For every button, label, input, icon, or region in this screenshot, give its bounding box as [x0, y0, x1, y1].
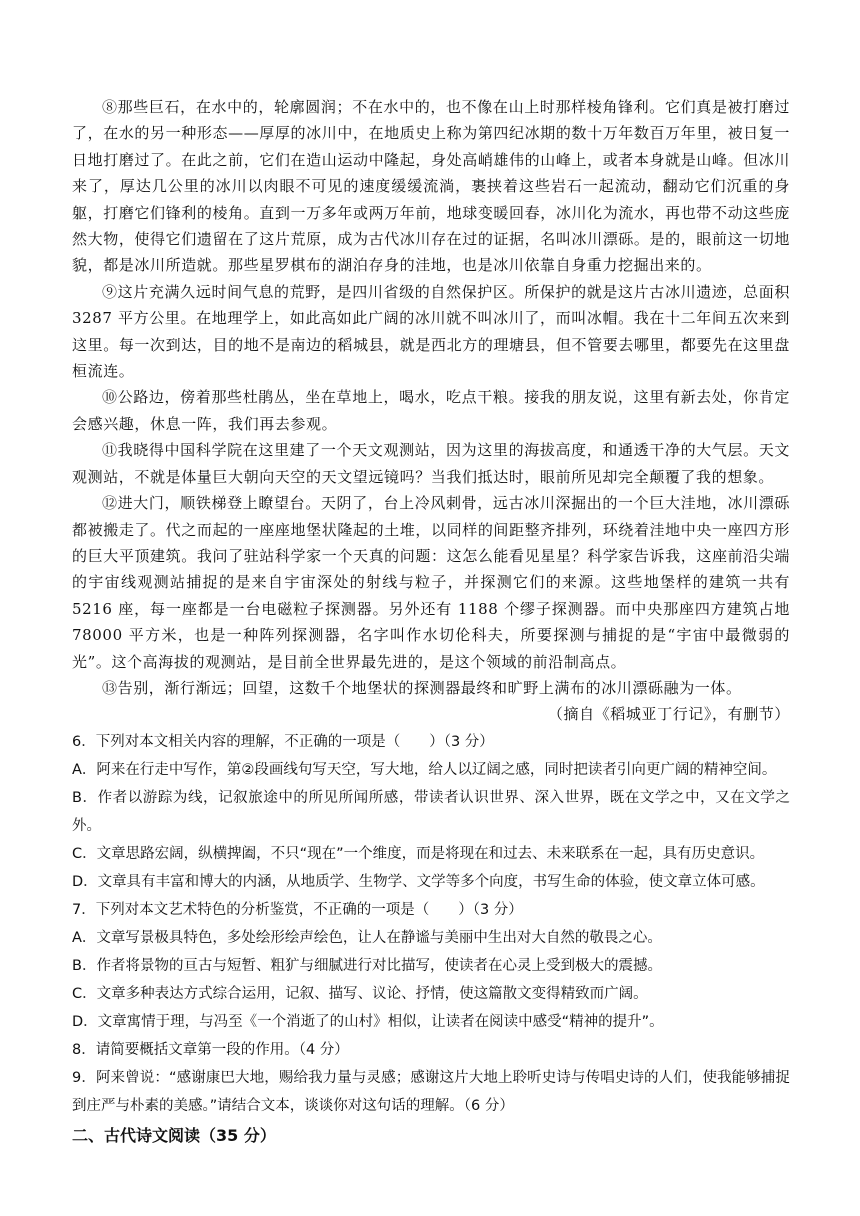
question-8: 8．请简要概括文章第一段的作用。（4 分）: [72, 1041, 349, 1058]
paragraph-8: ⑧那些巨石，在水中的，轮廓圆润；不在水中的，也不像在山上时那样棱角锋利。它们真是被打磨过了，在水的另一种形态——厚厚的冰川中，在地质史上称为第四纪冰期的数十万年数百万年里，被日复一日地打磨过了。在此之前，它们在造山运动中隆起，身处高峭雄伟的山峰上，或者本身就是山峰。但冰川来了，厚达几公里的冰川以肉眼不可见的速度缓缓流淌，裹挟着这些岩石一起流动，翻动它们沉重的身躯，打磨它们锋利的棱角。直到一万多年或两万年前，地球变暖回春，冰川化为流水，再也带不动这些庞然大物，使得它们遗留在了这片荒原，成为古代冰川存在过的证据，名叫冰川漂砾。是的，眼前这一切地貌，都是冰川所造就。那些星罗棋布的湖泊存身的洼地，也是冰川依靠自身重力挖掘出来的。: [72, 98, 790, 275]
question-6: [72, 728, 790, 896]
question-6-option-b: B．作者以游踪为线，记叙旅途中的所见所闻所感，带读者认识世界、深入世界，既在文学之中，又在文学之外。: [72, 789, 790, 834]
question-6-stem: 6．下列对本文相关内容的理解，不正确的一项是（ ）（3 分）: [72, 733, 494, 750]
source-citation: （摘自《稻城亚丁行记》，有删节）: [547, 705, 790, 724]
paragraph-11: ⑪我晓得中国科学院在这里建了一个天文观测站，因为这里的海拔高度，和通透干净的大气层。天文观测站，不就是体量巨大朝向天空的天文望远镜吗？当我们抵达时，眼前所见却完全颠覆了我的想象。: [72, 441, 790, 486]
question-6-option-a: A．阿来在行走中写作，第②段画线句写天空，写大地，给人以辽阔之感，同时把读者引向更广阔的精神空间。: [72, 761, 777, 778]
paragraph-12: ⑫进大门，顺铁梯登上瞭望台。天阴了，台上冷风刺骨，远古冰川深掘出的一个巨大洼地，冰川漂砾都被搬走了。代之而起的一座座地堡状隆起的土堆，以同样的间距整齐排列，环绕着洼地中央一座四方形的巨大平顶建筑。我问了驻站科学家一个天真的问题：这怎么能看见星星？科学家告诉我，这座前沿尖端的宇宙线观测站捕捉的是来自宇宙深处的射线与粒子，并探测它们的来源。这些地堡样的建筑一共有 5216 座，每一座都是一台电磁粒子探测器。另外还有 1188 个缪子探测器。而中央那座四方建筑占地 78000 平方米，也是一种阵列探测器，名字叫作水切伦科夫，所要探测与捕捉的是“宇宙中最微弱的光”。这个高海拔的观测站，是目前全世界最先进的，是这个领域的前沿制高点。: [72, 494, 790, 671]
question-7-option-a: A．文章写景极具特色，多处绘形绘声绘色，让人在静谧与美丽中生出对大自然的敬畏之心。: [72, 929, 662, 946]
question-6-option-c: C．文章思路宏阔，纵横捭阖，不只“现在”一个维度，而是将现在和过去、未来联系在一起，具有历史意识。: [72, 845, 765, 862]
question-9: 9．阿来曾说：“感谢康巴大地，赐给我力量与灵感；感谢这片大地上聆听史诗与传唱史诗的人们，使我能够捕捉到庄严与朴素的美感。”请结合文本，谈谈你对这句话的理解。（6 分）: [72, 1069, 790, 1114]
question-7-stem: 7．下列对本文艺术特色的分析鉴赏，不正确的一项是（ ）（3 分）: [72, 901, 523, 918]
section-heading: 二、古代诗文阅读（35 分）: [72, 1125, 276, 1145]
question-7-option-c: C．文章多种表达方式综合运用，记叙、描写、议论、抒情，使这篇散文变得精致而广阔。: [72, 985, 648, 1002]
paragraph-9: ⑨这片充满久远时间气息的荒野，是四川省级的自然保护区。所保护的就是这片古冰川遗迹，总面积 3287 平方公里。在地理学上，如此高如此广阔的冰川就不叫冰川了，而叫冰帽。我在十二年间五次来到这里。每一次到达，目的地不是南边的稻城县，就是西北方的理塘县，但不管要去哪里，都要先在这里盘桓流连。: [72, 282, 790, 381]
question-6-option-d: D．文章具有丰富和博大的内涵，从地质学、生物学、文学等多个向度，书写生命的体验，使文章立体可感。: [72, 873, 765, 890]
question-7-option-b: B．作者将景物的亘古与短暂、粗犷与细腻进行对比描写，使读者在心灵上受到极大的震撼。: [72, 957, 662, 974]
paragraph-13: ⑬告别，渐行渐远；回望，这数千个地堡状的探测器最终和旷野上满布的冰川漂砾融为一体。: [102, 678, 742, 697]
question-7: [72, 896, 790, 1036]
question-7-option-d: D．文章寓情于理，与冯至《一个消逝了的山村》相似，让读者在阅读中感受“精神的提升”。: [72, 1013, 664, 1030]
paragraph-10: ⑩公路边，傍着那些杜鹃丛，坐在草地上，喝水，吃点干粮。接我的朋友说，这里有新去处，你肯定会感兴趣，休息一阵，我们再去参观。: [72, 388, 790, 433]
exam-page: [72, 94, 790, 1150]
